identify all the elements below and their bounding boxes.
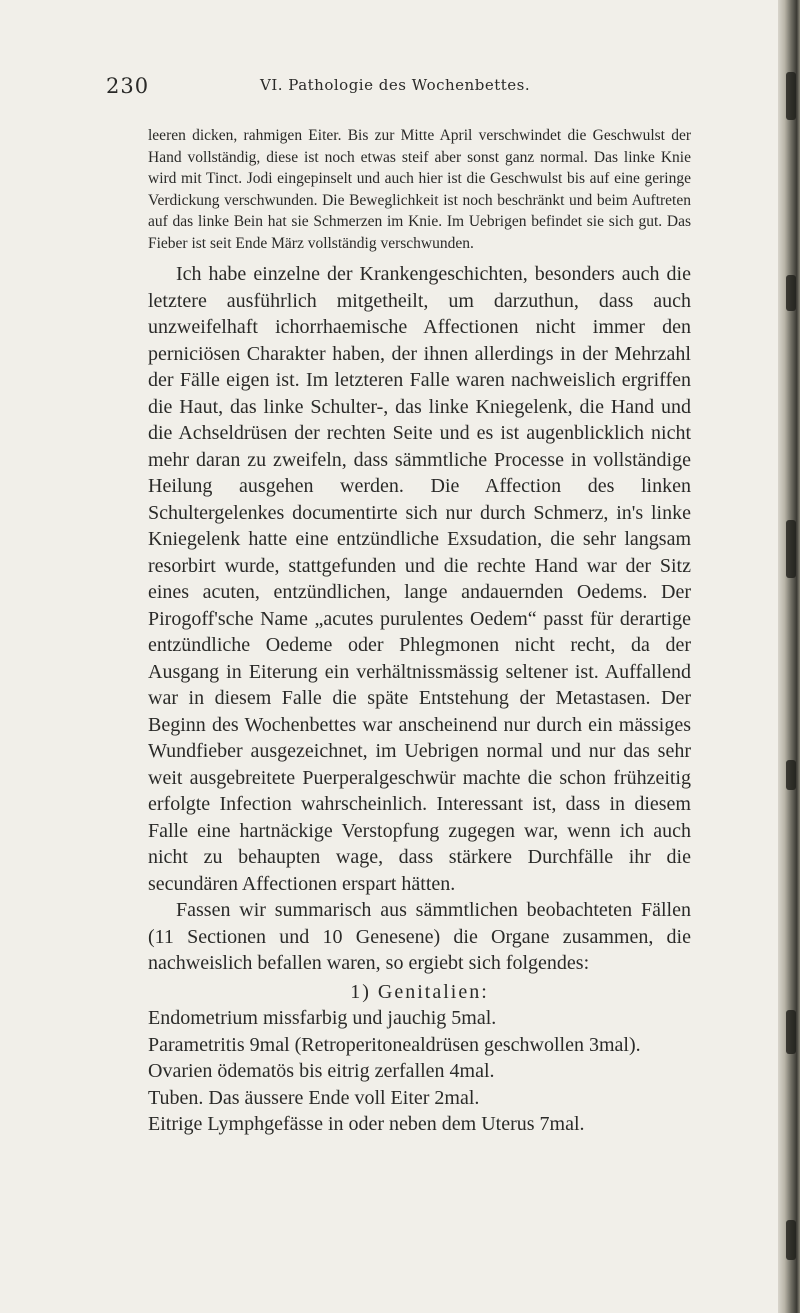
finding-line: Ovarien ödematös bis eitrig zerfallen 4mal.	[148, 1060, 495, 1082]
binding-spot	[786, 72, 796, 120]
intro-paragraph: leeren dicken, rahmigen Eiter. Bis zur Mitte April verschwindet die Geschwulst der Hand vollständig, diese ist noch etwas steif aber sonst ganz normal. Das linke Knie wird mit Tinct. Jodi eingepinselt und auch hier ist die Geschwulst bis auf eine geringe Verdickung verschwunden. Die Beweglichkeit ist noch beschränkt und beim Auftreten auf das linke Bein hat sie Schmerzen im Knie. Im Uebrigen befindet sie sich gut. Das Fieber ist seit Ende März vollständig verschwunden.	[148, 127, 691, 252]
finding-line: Tuben. Das äussere Ende voll Eiter 2mal.	[148, 1086, 480, 1109]
main-text	[148, 261, 691, 1138]
page-number: 230	[106, 74, 150, 98]
section-heading-genitalien: 1) Genitalien:	[350, 980, 489, 1003]
paragraph-case-summary: Ich habe einzelne der Krankengeschichten, besonders auch die letztere ausführlich mitgetheilt, um darzuthun, dass auch unzweifelhaft ichorrhaemische Affectionen nicht immer den perniciösen Charakter haben, der ihnen allerdings in der Mehrzahl der Fälle eigen ist. Im letzteren Falle waren nachweislich ergriffen die Haut, das linke Schulter-, das linke Kniegelenk, die Hand und die Achseldrüsen der rechten Seite und es ist augenblicklich nicht mehr daran zu zweifeln, dass sämmtliche Processe in vollständige Heilung ausgehen werden. Die Affection des linken Schultergelenkes documentirte sich nur durch Schmerz, in's linke Kniegelenk hatte eine entzündliche Exsudation, die sehr langsam resorbirt wurde, stattgefunden und die rechte Hand war der Sitz eines acuten, entzündlichen, lange andauernden Oedems. Der Pirogoff'sche Name „acutes purulentes Oedem“ passt für derartige entzündliche Oedeme oder Phlegmonen nicht recht, da der Ausgang in Eiterung ein verhältnissmässig seltener ist. Auffallend war in diesem Falle die späte Entstehung der Metastasen. Der Beginn des Wochenbettes war anscheinend nur durch ein mässiges Wundfieber ausgezeichnet, im Uebrigen normal und nur das sehr weit ausgebreitete Puerperalgeschwür machte die schon frühzeitig erfolgte Infection wahrscheinlich. Interessant ist, dass in diesem Falle eine hartnäckige Verstopfung zugegen war, wenn ich auch nicht zu behaupten wage, dass stärkere Durchfälle ihr die secundären Affectionen erspart hätten.	[148, 263, 691, 895]
finding-line: Parametritis 9mal (Retroperitonealdrüsen geschwollen 3mal).	[148, 1033, 641, 1056]
binding-edge	[778, 0, 800, 1313]
binding-spot	[786, 1010, 796, 1054]
finding-line: Eitrige Lymphgefässe in oder neben dem Uterus 7mal.	[148, 1113, 585, 1135]
binding-spot	[786, 1220, 796, 1260]
binding-spot	[786, 520, 796, 578]
running-head: VI. Pathologie des Wochenbettes.	[260, 76, 531, 94]
page-header	[106, 68, 706, 98]
binding-spot	[786, 760, 796, 790]
binding-spot	[786, 275, 796, 311]
finding-line: Endometrium missfarbig und jauchig 5mal.	[148, 1007, 497, 1029]
paragraph-organ-summary: Fassen wir summarisch aus sämmtlichen beobachteten Fällen (11 Sectionen und 10 Genesene) die Organe zusammen, die nachweislich befallen waren, so ergiebt sich folgendes:	[148, 899, 691, 974]
